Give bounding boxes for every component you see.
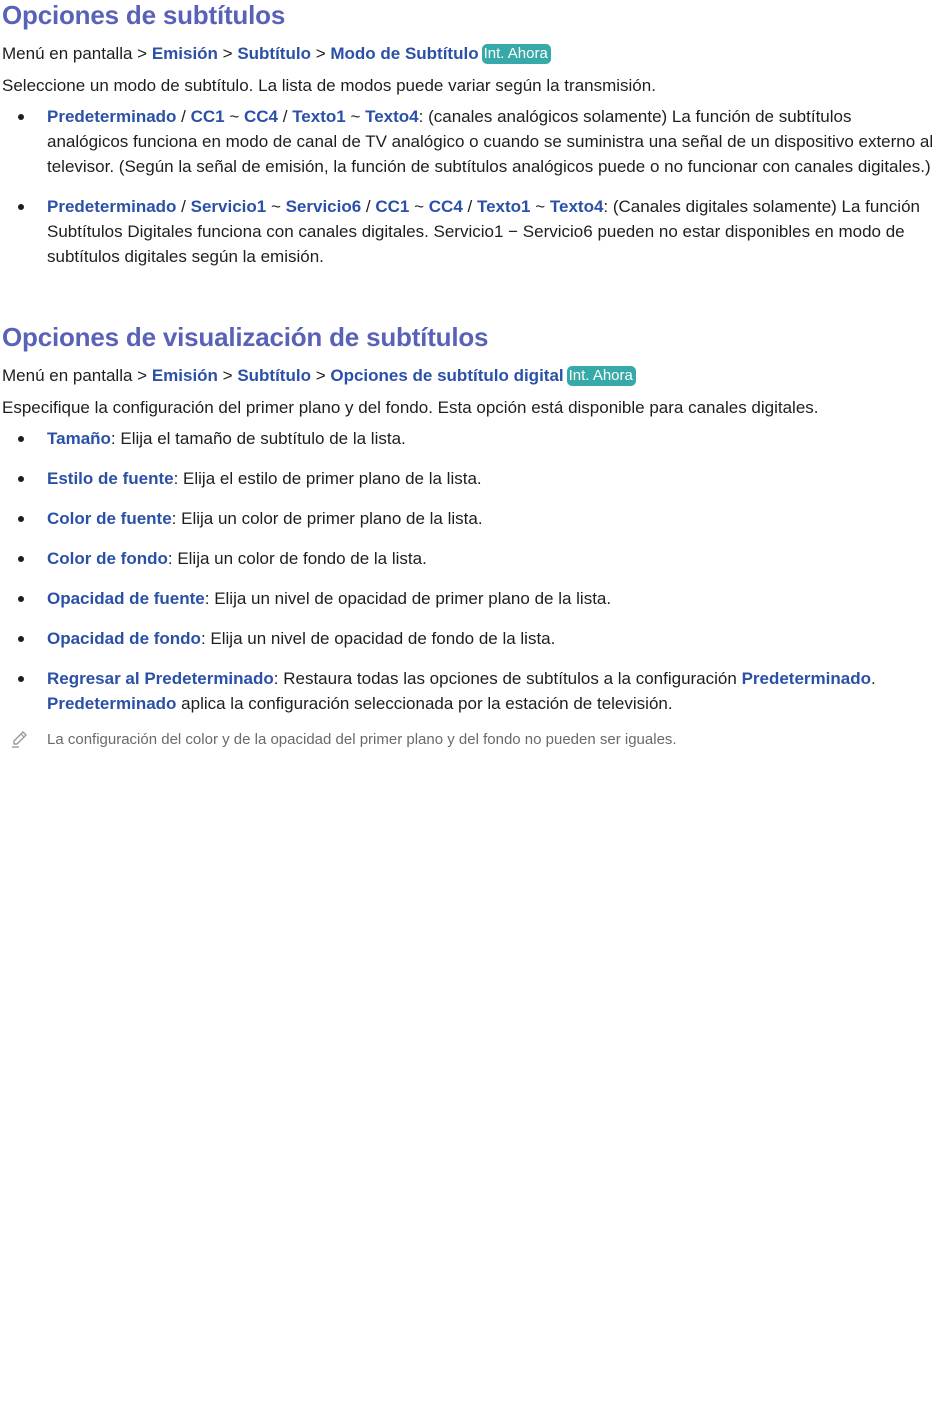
try-now-badge[interactable]: Int. Ahora [482, 44, 551, 64]
mode-list [2, 104, 937, 269]
separator-text: / [176, 107, 191, 126]
bullet-dot [18, 436, 24, 442]
keyword: Predeterminado [47, 107, 177, 126]
bullet-dot [18, 596, 24, 602]
option-name: Regresar al Predeterminado [47, 669, 274, 688]
option-description: : Restaura todas las opciones de subtítulos a la configuración [273, 669, 742, 688]
list-item [2, 586, 937, 611]
options-list [2, 426, 937, 716]
section-intro: Seleccione un modo de subtítulo. La lista de modos puede variar según la transmisión. [2, 76, 656, 95]
keyword: Predeterminado [47, 694, 177, 713]
path-separator: > [217, 366, 238, 385]
keyword: Servicio1 [190, 197, 267, 216]
section-title: Opciones de visualización de subtítulos [2, 322, 489, 352]
item-description: : (canales analógicos solamente) La función de subtítulos analógicos funciona en modo de canal de TV analógico o cuando se suministra una señal de un dispositivo externo al televisor. (Según la señal de emisión, la función de subtítulos analógicos puede o no funcionar con canales digitales.) [47, 107, 934, 176]
keyword: Texto1 [476, 197, 531, 216]
keyword: CC1 [375, 197, 410, 216]
keyword: CC1 [190, 107, 225, 126]
separator-text: ~ [345, 107, 366, 126]
keyword: Texto4 [365, 107, 419, 126]
menu-link-subtitulo[interactable]: Subtítulo [237, 366, 311, 385]
separator-text: ~ [224, 107, 244, 126]
option-name: Estilo de fuente [47, 469, 174, 488]
bullet-dot [18, 204, 24, 210]
menu-path-prefix: Menú en pantalla [2, 366, 133, 385]
option-name: Opacidad de fuente [47, 589, 205, 608]
section-title: Opciones de subtítulos [2, 0, 286, 30]
menu-link-opciones-subtitulo-digital[interactable]: Opciones de subtítulo digital [330, 366, 564, 385]
note-text: La configuración del color y de la opacidad del primer plano y del fondo no pueden ser iguales. [47, 731, 677, 748]
keyword: Predeterminado [47, 197, 177, 216]
keyword: Texto1 [292, 107, 346, 126]
separator-text: / [278, 107, 293, 126]
pencil-icon [10, 729, 30, 749]
option-description: : Elija el estilo de primer plano de la lista. [173, 469, 482, 488]
path-separator: > [132, 366, 152, 385]
keyword: CC4 [244, 107, 279, 126]
separator-text: ~ [409, 197, 429, 216]
option-description: aplica la configuración seleccionada por la estación de televisión. [176, 694, 673, 713]
keyword: Predeterminado [741, 669, 871, 688]
page [2, 0, 937, 751]
bullet-dot [18, 556, 24, 562]
note [2, 729, 937, 751]
path-separator: > [217, 44, 238, 63]
bullet-dot [18, 476, 24, 482]
separator-text: ~ [530, 197, 550, 216]
separator-text: / [361, 197, 376, 216]
bullet-dot [18, 636, 24, 642]
option-name: Tamaño [47, 429, 111, 448]
list-item [2, 426, 937, 451]
option-description: : Elija un color de fondo de la lista. [167, 549, 427, 568]
separator-text: / [176, 197, 191, 216]
list-item [2, 626, 937, 651]
option-description: . [871, 669, 876, 688]
menu-path [2, 364, 937, 388]
section-intro: Especifique la configuración del primer plano y del fondo. Esta opción está disponible para canales digitales. [2, 398, 819, 417]
section-spacer [2, 284, 937, 322]
menu-link-subtitulo[interactable]: Subtítulo [237, 44, 311, 63]
try-now-badge[interactable]: Int. Ahora [567, 366, 636, 386]
bullet-dot [18, 676, 24, 682]
bullet-dot [18, 114, 24, 120]
list-item [2, 546, 937, 571]
option-description: : Elija el tamaño de subtítulo de la lista. [110, 429, 406, 448]
separator-text: ~ [266, 197, 286, 216]
option-description: : Elija un nivel de opacidad de primer plano de la lista. [204, 589, 612, 608]
keyword: Servicio6 [285, 197, 362, 216]
option-description: : Elija un nivel de opacidad de fondo de la lista. [200, 629, 556, 648]
separator-text: / [462, 197, 477, 216]
path-separator: > [310, 366, 331, 385]
keyword: Texto4 [549, 197, 604, 216]
list-item [2, 506, 937, 531]
menu-link-emision[interactable]: Emisión [151, 366, 218, 385]
menu-path [2, 42, 937, 66]
option-name: Opacidad de fondo [47, 629, 201, 648]
option-name: Color de fondo [47, 549, 168, 568]
menu-link-emision[interactable]: Emisión [151, 44, 218, 63]
path-separator: > [132, 44, 152, 63]
list-item [2, 194, 937, 269]
list-item [2, 666, 937, 716]
option-description: : Elija un color de primer plano de la lista. [171, 509, 483, 528]
bullet-dot [18, 516, 24, 522]
keyword: CC4 [428, 197, 463, 216]
menu-path-prefix: Menú en pantalla [2, 44, 133, 63]
option-name: Color de fuente [47, 509, 172, 528]
item-description: : (Canales digitales solamente) La función Subtítulos Digitales funciona con canales digitales. Servicio1 − Servicio6 pueden no estar disponibles en modo de subtítulos digitales según la emisión. [47, 197, 920, 266]
path-separator: > [310, 44, 331, 63]
menu-link-modo-subtitulo[interactable]: Modo de Subtítulo [330, 44, 479, 63]
list-item [2, 104, 937, 179]
list-item [2, 466, 937, 491]
